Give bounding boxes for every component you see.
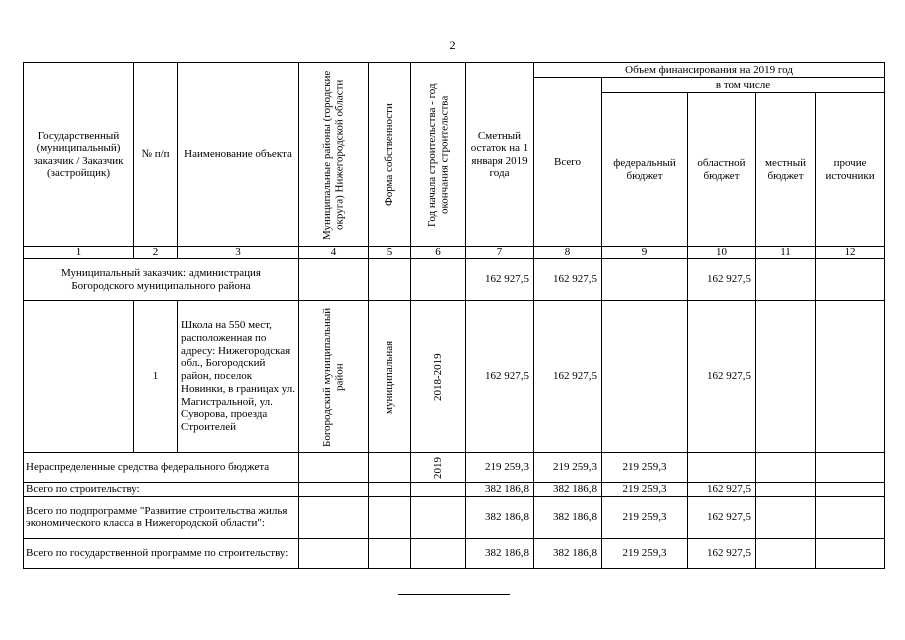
customer-label: Муниципальный заказчик: администрация Богородского муниципального района: [24, 259, 299, 301]
subprogram-label: Всего по подпрограмме "Развитие строительства жилья экономического класса в Нижегородской области":: [24, 496, 299, 538]
program-regional: 162 927,5: [688, 538, 756, 568]
header-customer: Государственный (муниципальный) заказчик / Заказчик (застройщик): [24, 63, 134, 247]
footer-divider: [398, 594, 510, 595]
col-num-11: 11: [756, 247, 816, 259]
object-num: 1: [134, 301, 178, 453]
construction-total-total: 382 186,8: [534, 483, 602, 497]
subprogram-total: 382 186,8: [534, 496, 602, 538]
construction-total-row: [24, 483, 885, 497]
header-name: Наименование объекта: [178, 63, 299, 247]
col-num-7: 7: [466, 247, 534, 259]
page-number: 2: [449, 38, 456, 52]
col-num-8: 8: [534, 247, 602, 259]
program-balance: 382 186,8: [466, 538, 534, 568]
col-num-3: 3: [178, 247, 299, 259]
program-total: 382 186,8: [534, 538, 602, 568]
subprogram-regional: 162 927,5: [688, 496, 756, 538]
col-num-5: 5: [369, 247, 411, 259]
construction-total-label: Всего по строительству:: [24, 483, 299, 497]
object-name: Школа на 550 мест, расположенная по адресу: Нижегородская обл., Богородский район, поселок Новинки, в границах ул. Магистральной, ул. Суворова, проезда Строителей: [178, 301, 299, 453]
col-num-1: 1: [24, 247, 134, 259]
unallocated-balance: 219 259,3: [466, 453, 534, 483]
header-total: Всего: [534, 78, 602, 247]
header-years: Год начала строительства - год окончания строительства: [411, 63, 466, 247]
unallocated-federal: 219 259,3: [602, 453, 688, 483]
col-num-6: 6: [411, 247, 466, 259]
object-balance: 162 927,5: [466, 301, 534, 453]
subprogram-balance: 382 186,8: [466, 496, 534, 538]
object-row: [24, 301, 885, 453]
construction-total-regional: 162 927,5: [688, 483, 756, 497]
object-regional: 162 927,5: [688, 301, 756, 453]
financing-table: [23, 62, 885, 569]
column-numbers-row: [24, 247, 885, 259]
unallocated-label: Нераспределенные средства федерального бюджета: [24, 453, 299, 483]
col-num-9: 9: [602, 247, 688, 259]
header-regional: областной бюджет: [688, 93, 756, 247]
header-federal: федеральный бюджет: [602, 93, 688, 247]
customer-regional: 162 927,5: [688, 259, 756, 301]
col-num-2: 2: [134, 247, 178, 259]
construction-total-federal: 219 259,3: [602, 483, 688, 497]
col-num-10: 10: [688, 247, 756, 259]
unallocated-total: 219 259,3: [534, 453, 602, 483]
unallocated-year: 2019: [411, 453, 466, 483]
object-total: 162 927,5: [534, 301, 602, 453]
header-financing: Объем финансирования на 2019 год: [534, 63, 885, 78]
header-num: № п/п: [134, 63, 178, 247]
subprogram-row: [24, 496, 885, 538]
col-num-4: 4: [299, 247, 369, 259]
object-years: 2018-2019: [411, 301, 466, 453]
program-federal: 219 259,3: [602, 538, 688, 568]
subprogram-federal: 219 259,3: [602, 496, 688, 538]
customer-balance: 162 927,5: [466, 259, 534, 301]
header-local: местный бюджет: [756, 93, 816, 247]
program-row: [24, 538, 885, 568]
program-label: Всего по государственной программе по строительству:: [24, 538, 299, 568]
header-balance: Сметный остаток на 1 января 2019 года: [466, 63, 534, 247]
header-districts: Муниципальные районы (городские округа) Нижегородской области: [299, 63, 369, 247]
col-num-12: 12: [816, 247, 885, 259]
unallocated-row: [24, 453, 885, 483]
header-other: прочие источники: [816, 93, 885, 247]
object-ownership: муниципальная: [369, 301, 411, 453]
header-ownership: Форма собственности: [369, 63, 411, 247]
customer-row: [24, 259, 885, 301]
customer-total: 162 927,5: [534, 259, 602, 301]
header-including: в том числе: [602, 78, 885, 93]
object-district: Богородский муниципальный район: [299, 301, 369, 453]
construction-total-balance: 382 186,8: [466, 483, 534, 497]
